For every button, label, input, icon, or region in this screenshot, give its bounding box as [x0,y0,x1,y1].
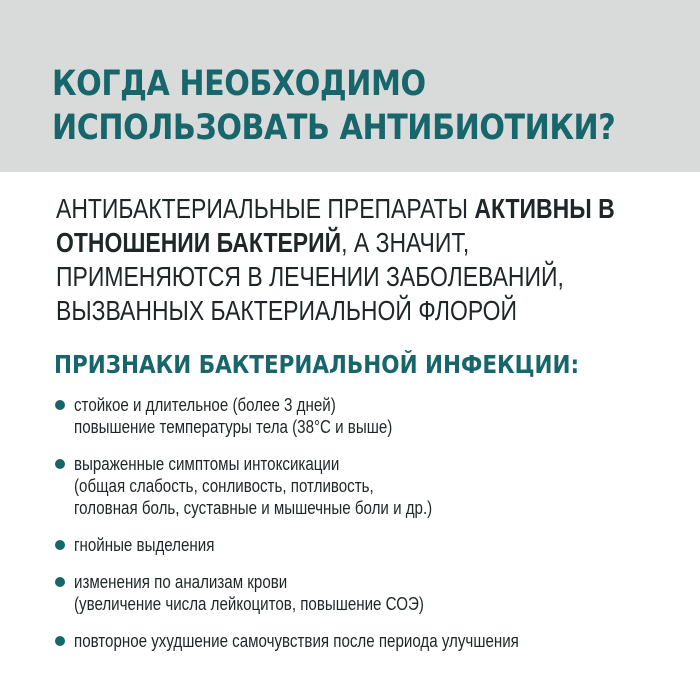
list-item-line: гнойные выделения [74,535,215,555]
list-item-text [74,630,595,652]
title-line-2: ИСПОЛЬЗОВАТЬ АНТИБИОТИКИ? [52,108,616,148]
bullet-dot-icon [55,400,65,410]
list-item-text [74,453,595,519]
list-item [54,534,694,556]
intro-line-1 [56,192,615,226]
list-item-line: повторное ухудшение самочувствия после периода улучшения [74,631,519,651]
list-item [54,453,694,519]
list-item-line: головная боль, суставные и мышечные боли и др.) [74,498,433,518]
list-item-text [74,571,595,615]
intro-text [56,192,615,328]
intro-text-part-1: АНТИБАКТЕРИАЛЬНЫЕ ПРЕПАРАТЫ [56,193,475,224]
intro-line-3: ПРИМЕНЯЮТСЯ В ЛЕЧЕНИИ ЗАБОЛЕВАНИЙ, [56,261,564,292]
bullet-dot-icon [55,459,65,469]
list-item-text [74,534,595,556]
list-item-line: (общая слабость, сонливость, потливость, [74,476,374,496]
list-item-line: повышение температуры тела (38°С и выше) [74,417,393,437]
list-item-line: изменения по анализам крови [74,572,288,592]
bullet-dot-icon [55,636,65,646]
intro-bold-2: ОТНОШЕНИИ БАКТЕРИЙ [56,227,342,258]
list-item-line: стойкое и длительное (более 3 дней) [74,395,336,415]
page-title [52,62,616,150]
list-item [54,571,694,615]
list-item-line: (увеличение числа лейкоцитов, повышение СОЭ) [74,594,424,614]
list-item-line: выраженные симптомы интоксикации [74,454,340,474]
bullet-dot-icon [55,540,65,550]
intro-line-4: ВЫЗВАННЫХ БАКТЕРИАЛЬНОЙ ФЛОРОЙ [56,295,518,326]
signs-heading: ПРИЗНАКИ БАКТЕРИАЛЬНОЙ ИНФЕКЦИИ: [54,350,580,379]
list-item-text [74,394,595,438]
signs-list [54,394,694,667]
list-item [54,394,694,438]
bullet-dot-icon [55,577,65,587]
intro-text-part-2: , А ЗНАЧИТ, [341,227,470,258]
intro-line-2 [56,226,581,260]
title-line-1: КОГДА НЕОБХОДИМО [52,64,426,104]
intro-bold-1: АКТИВНЫ В [474,193,615,224]
list-item [54,630,694,652]
